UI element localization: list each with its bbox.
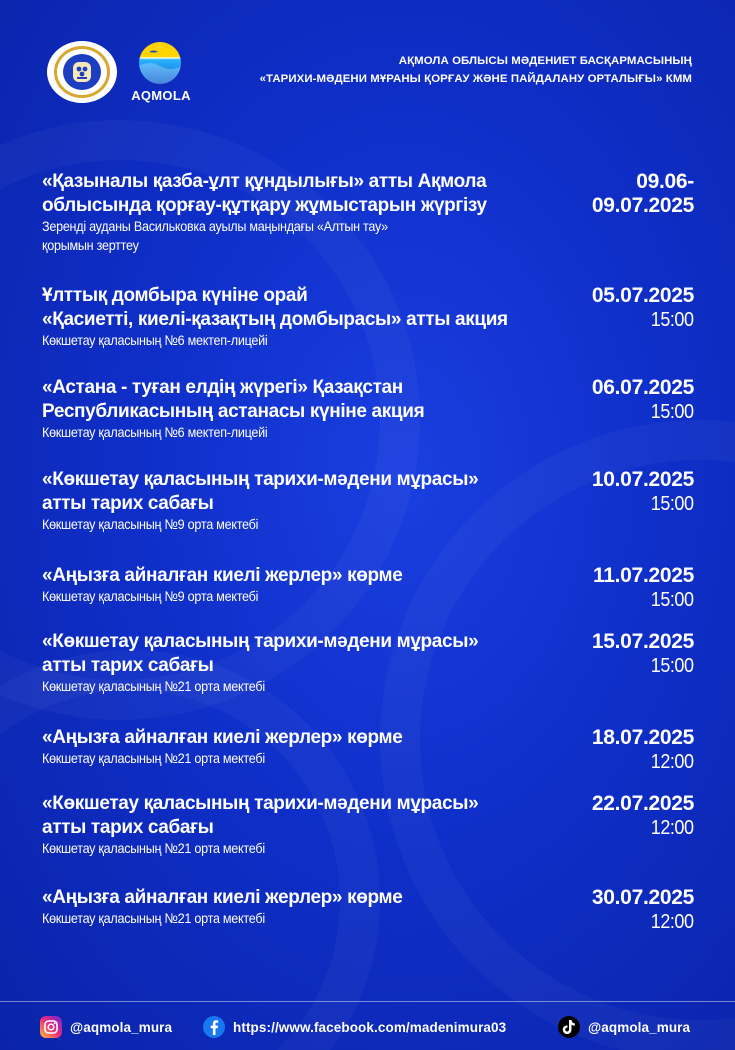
event-time: 12:00 <box>651 817 694 839</box>
event-venue <box>42 909 510 928</box>
aqmola-logo-text: AQMOLA <box>131 88 191 103</box>
event-time: 15:00 <box>651 589 694 611</box>
event-venue-line: Көкшетау қаласының №6 мектеп-лицейі <box>42 424 268 440</box>
organization-title-line: АҚМОЛА ОБЛЫСЫ МӘДЕНИЕТ БАСҚАРМАСЫНЫҢ <box>398 55 692 67</box>
event-time: 15:00 <box>651 655 694 677</box>
event-venue-line: Зеренді ауданы Васильковка ауылы маңындағы «Алтын тау» <box>42 218 388 234</box>
event-venue-line: Көкшетау қаласының №21 орта мектебі <box>42 840 265 856</box>
event-title <box>42 170 562 218</box>
event-date-line: 10.07.2025 <box>591 468 694 491</box>
event-title <box>42 726 562 750</box>
event-date <box>592 376 694 400</box>
event-title-line: «Қазыналы қазба-ұлт құндылығы» атты Ақмола <box>42 171 487 192</box>
event-title-line: облысында қорғау-құтқару жұмыстарын жүргізу <box>42 195 487 216</box>
event-title-line: атты тарих сабағы <box>42 817 214 838</box>
event-date <box>592 886 694 910</box>
event-date <box>593 564 694 588</box>
event-venue <box>42 839 510 858</box>
instagram-link[interactable] <box>40 1013 172 1041</box>
event-title <box>42 630 562 678</box>
event-title-line: атты тарих сабағы <box>42 493 214 514</box>
event-date-line: 05.07.2025 <box>591 284 694 307</box>
organization-title-line: «ТАРИХИ-МӘДЕНИ МҰРАНЫ ҚОРҒАУ ЖӘНЕ ПАЙДАЛАНУ ОРТАЛЫҒЫ» КММ <box>259 73 692 85</box>
event-title-line: «Қасиетті, киелі-қазақтың домбырасы» атты акция <box>42 309 508 330</box>
event-title <box>42 376 562 424</box>
organization-seal-logo <box>47 41 117 103</box>
event-date-line: 30.07.2025 <box>591 886 694 909</box>
facebook-icon <box>203 1016 225 1038</box>
event-title-line: «Аңызға айналған киелі жерлер» көрме <box>42 887 403 908</box>
event-venue <box>42 677 510 696</box>
organization-title <box>260 52 692 88</box>
event-date-line: 09.06- <box>636 170 694 193</box>
event-title-line: «Көкшетау қаласының тарихи-мәдени мұрасы» <box>42 469 479 490</box>
event-time: 15:00 <box>651 309 694 331</box>
instagram-handle: @aqmola_mura <box>70 1019 173 1035</box>
event-date <box>592 468 694 492</box>
event-title <box>42 468 562 516</box>
event-title <box>42 284 562 332</box>
event-date <box>592 284 694 308</box>
event-title <box>42 564 562 588</box>
tiktok-icon <box>558 1016 580 1038</box>
event-date <box>592 630 694 654</box>
event-venue-line: Көкшетау қаласының №6 мектеп-лицейі <box>42 332 268 348</box>
event-venue-line: Көкшетау қаласының №9 орта мектебі <box>42 516 259 532</box>
event-date-line: 22.07.2025 <box>591 792 694 815</box>
event-venue <box>42 217 510 255</box>
facebook-url: https://www.facebook.com/madenimura03 <box>233 1019 507 1035</box>
event-date-line: 06.07.2025 <box>591 376 694 399</box>
instagram-icon <box>40 1016 62 1038</box>
event-title-line: Ұлттық домбыра күніне орай <box>42 285 308 306</box>
event-title <box>42 792 562 840</box>
event-title-line: «Көкшетау қаласының тарихи-мәдени мұрасы» <box>42 631 479 652</box>
footer <box>0 1013 735 1041</box>
event-title-line: «Аңызға айналған киелі жерлер» көрме <box>42 565 403 586</box>
event-venue-line: қорымын зерттеу <box>42 237 139 253</box>
event-time: 15:00 <box>651 493 694 515</box>
event-date-line: 09.07.2025 <box>591 194 694 217</box>
event-title <box>42 886 562 910</box>
event-venue-line: Көкшетау қаласының №21 орта мектебі <box>42 750 265 766</box>
tiktok-link[interactable] <box>558 1013 690 1041</box>
event-title-line: атты тарих сабағы <box>42 655 214 676</box>
event-venue-line: Көкшетау қаласының №21 орта мектебі <box>42 678 265 694</box>
event-title-line: «Көкшетау қаласының тарихи-мәдени мұрасы» <box>42 793 479 814</box>
event-date <box>592 792 694 816</box>
event-title-line: «Аңызға айналған киелі жерлер» көрме <box>42 727 403 748</box>
event-venue <box>42 423 510 442</box>
event-venue-line: Көкшетау қаласының №21 орта мектебі <box>42 910 265 926</box>
event-venue-line: Көкшетау қаласының №9 орта мектебі <box>42 588 259 604</box>
facebook-link[interactable] <box>203 1013 506 1041</box>
event-venue <box>42 749 510 768</box>
event-venue <box>42 331 510 350</box>
event-date <box>592 726 694 750</box>
footer-divider <box>0 1001 735 1002</box>
event-time: 12:00 <box>651 911 694 933</box>
event-date-line: 15.07.2025 <box>591 630 694 653</box>
event-date-line: 11.07.2025 <box>593 564 694 587</box>
event-venue <box>42 515 510 534</box>
event-title-line: Республикасының астанасы күніне акция <box>42 401 425 422</box>
event-time: 15:00 <box>651 401 694 423</box>
event-time: 12:00 <box>651 751 694 773</box>
event-date <box>592 170 694 218</box>
tiktok-handle: @aqmola_mura <box>588 1019 691 1035</box>
ornament-icon <box>71 60 93 84</box>
sun-wave-icon <box>139 42 181 84</box>
event-title-line: «Астана - туған елдің жүрегі» Қазақстан <box>42 377 403 398</box>
event-date-line: 18.07.2025 <box>591 726 694 749</box>
event-venue <box>42 587 510 606</box>
aqmola-brand-logo <box>126 40 196 106</box>
